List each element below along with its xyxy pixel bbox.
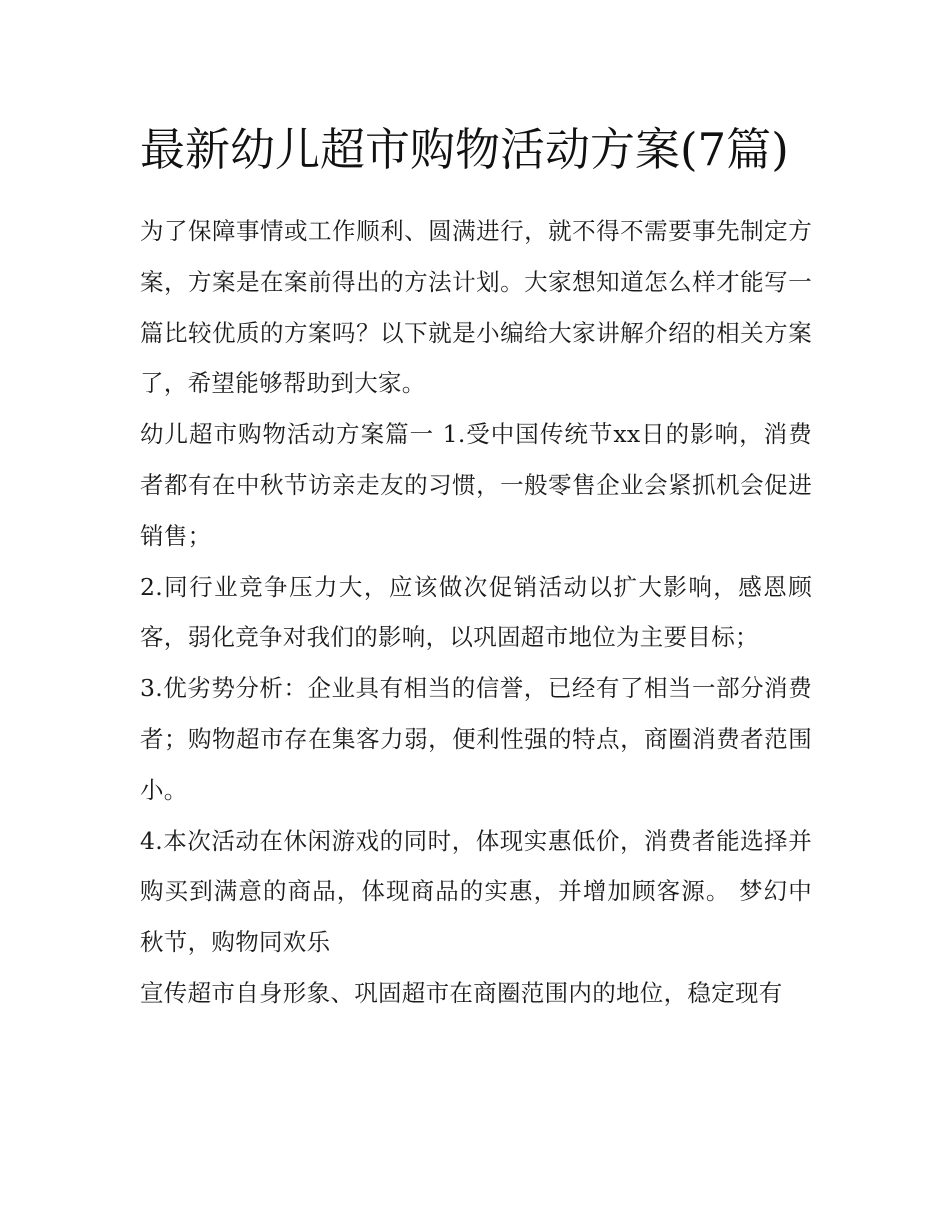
purpose-paragraph: 宣传超市自身形象、巩固超市在商圈范围内的地位，稳定现有 bbox=[140, 978, 783, 1007]
document-content bbox=[140, 112, 812, 1019]
intro-paragraph: 为了保障事情或工作顺利、圆满进行，就不得不需要事先制定方案，方案是在案前得出的方法计划。大家想知道怎么样才能写一篇比较优质的方案吗？以下就是小编给大家讲解介绍的相关方案了，希望能够帮助到大家。 bbox=[140, 217, 812, 398]
section-one-paragraph: 幼儿超市购物活动方案篇一 1.受中国传统节xx日的影响，消费者都有在中秋节访亲走友的习惯，一般零售企业会紧抓机会促进销售； bbox=[140, 420, 812, 550]
point-three-paragraph: 3.优劣势分析：企业具有相当的信誉，已经有了相当一部分消费者；购物超市存在集客力弱，便利性强的特点，商圈消费者范围小。 bbox=[140, 674, 812, 804]
document-title: 最新幼儿超市购物活动方案(7篇) bbox=[140, 123, 789, 176]
point-four-paragraph: 4.本次活动在休闲游戏的同时，体现实惠低价，消费者能选择并购买到满意的商品，体现商品的实惠，并增加顾客源。 梦幻中秋节，购物同欢乐 bbox=[140, 826, 812, 957]
point-two-paragraph: 2.同行业竞争压力大，应该做次促销活动以扩大影响，感恩顾客，弱化竞争对我们的影响，以巩固超市地位为主要目标； bbox=[140, 572, 812, 652]
